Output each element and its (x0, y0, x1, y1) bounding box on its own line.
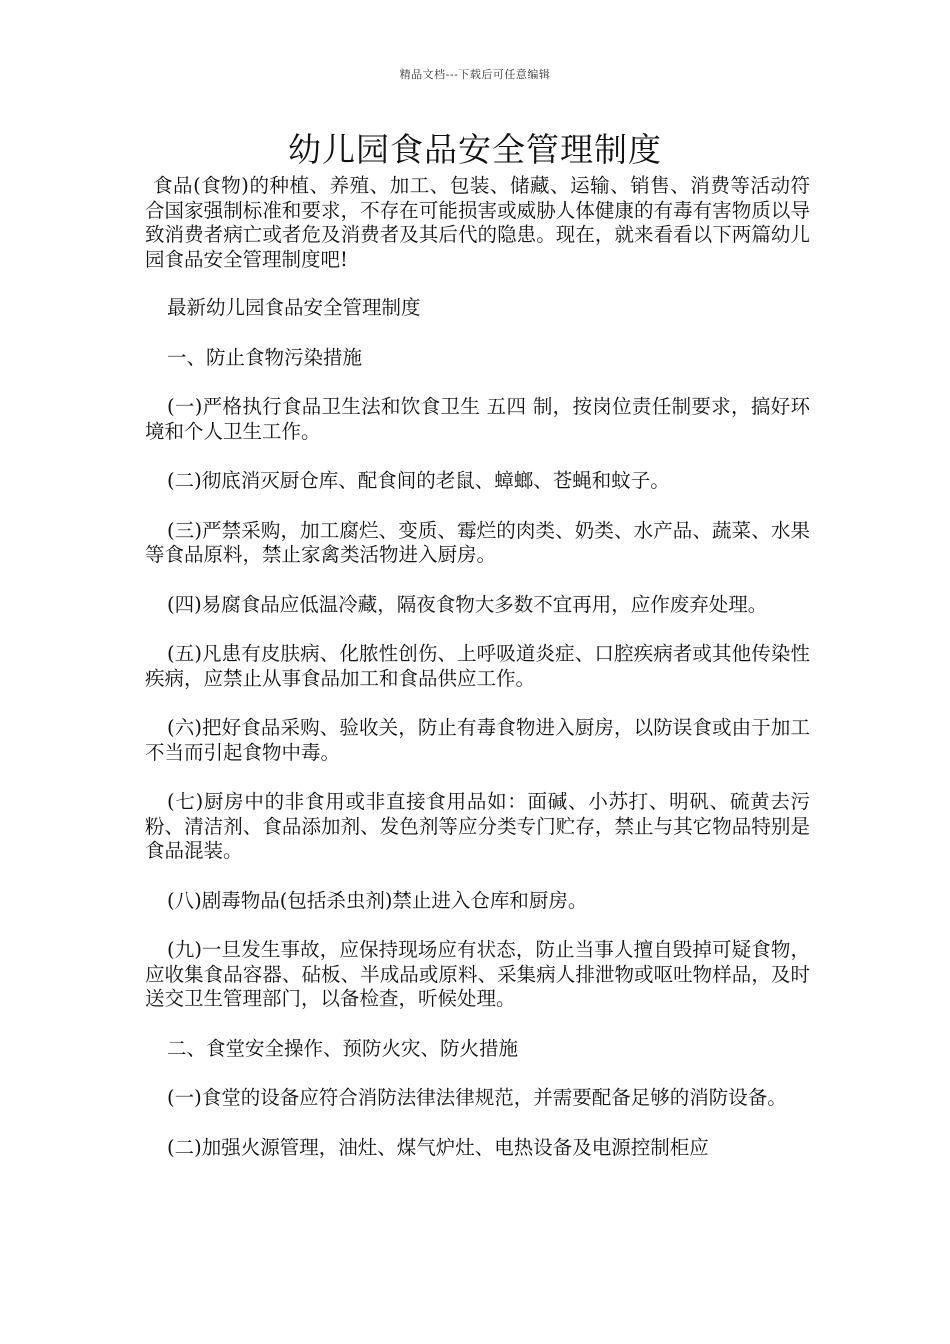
section-heading: 最新幼儿园食品安全管理制度 (167, 296, 421, 319)
header-note: 精品文档---下载后可任意编辑 (399, 68, 551, 81)
list-item: (八)剧毒物品(包括杀虫剂)禁止进入仓库和厨房。 (167, 888, 588, 912)
list-item: (五)凡患有皮肤病、化脓性创伤、上呼吸道炎症、口腔疾病者或其他传染性疾病，应禁止从事食品加工和食品供应工作。 (145, 642, 810, 690)
section-heading: 二、食堂安全操作、预防火灾、防火措施 (167, 1036, 519, 1060)
list-item: (一)严格执行食品卫生法和饮食卫生 五四 制，按岗位责任制要求，搞好环境和个人卫生工作。 (145, 395, 810, 443)
document-body (145, 174, 810, 1160)
list-item: (六)把好食品采购、验收关，防止有毒食物进入厨房，以防误食或由于加工不当而引起食物中毒。 (145, 716, 810, 764)
intro-paragraph: 食品(食物)的种植、养殖、加工、包装、储藏、运输、销售、消费等活动符合国家强制标准和要求，不存在可能损害或威胁人体健康的有毒有害物质以导致消费者病亡或者危及消费者及其后代的隐患。现在，就来看看以下两篇幼儿园食品安全管理制度吧! (145, 174, 810, 271)
section-heading: 一、防止食物污染措施 (167, 345, 363, 369)
document-title: 幼儿园食品安全管理制度 (288, 130, 662, 169)
list-item: (九)一旦发生事故，应保持现场应有状态，防止当事人擅自毁掉可疑食物，应收集食品容器、砧板、半成品或原料、采集病人排泄物或呕吐物样品，及时送交卫生管理部门，以备检查，听候处理。 (145, 938, 810, 1010)
list-item: (二)彻底消灭厨仓库、配食间的老鼠、蟑螂、苍蝇和蚊子。 (167, 469, 670, 492)
list-item: (二)加强火源管理，油灶、煤气炉灶、电热设备及电源控制柜应 (167, 1135, 709, 1159)
list-item: (四)易腐食品应低温冷藏，隔夜食物大多数不宜再用，应作废弃处理。 (167, 592, 768, 616)
list-item: (七)厨房中的非食用或非直接食用品如：面碱、小苏打、明矾、硫黄去污粉、清洁剂、食品添加剂、发色剂等应分类专门贮存，禁止与其它物品特别是食品混装。 (145, 790, 810, 862)
list-item: (一)食堂的设备应符合消防法律法律规范，并需要配备足够的消防设备。 (167, 1086, 787, 1109)
list-item: (三)严禁采购，加工腐烂、变质、霉烂的肉类、奶类、水产品、蔬菜、水果等食品原料，禁止家禽类活物进入厨房。 (145, 518, 810, 566)
